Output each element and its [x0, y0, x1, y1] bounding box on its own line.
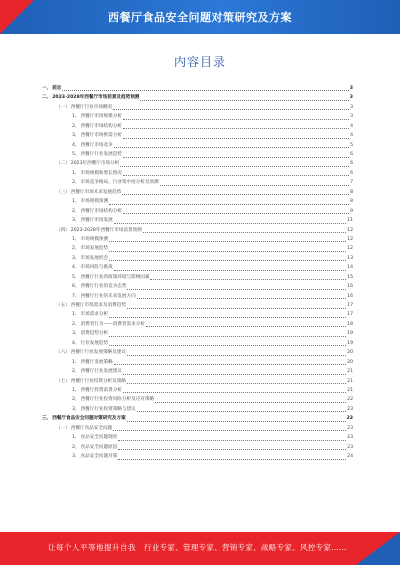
footer-corner-decoration: [356, 532, 400, 565]
toc-entry[interactable]: [42, 358, 353, 367]
toc-leader-dots: [123, 212, 349, 214]
toc-entry-title: 市场风险与挑战: [80, 265, 113, 271]
toc-entry-page: 23: [347, 406, 353, 412]
toc-entry-title: 西餐厅投资前景分析: [80, 387, 122, 393]
toc-entry[interactable]: [42, 207, 353, 216]
toc-entry-page: 23: [347, 435, 353, 441]
toc-entry[interactable]: [42, 377, 353, 386]
toc-entry[interactable]: [42, 348, 353, 357]
toc-entry-title: 西餐厅发展策略: [80, 359, 113, 365]
toc-entry[interactable]: [42, 178, 353, 187]
toc-entry[interactable]: [42, 141, 353, 150]
toc-entry-title: 西餐厅市场供需分析: [80, 133, 122, 139]
toc-leader-dots: [123, 118, 349, 120]
toc-entry-page: 21: [347, 387, 353, 393]
toc-leader-dots: [109, 316, 346, 318]
toc-entry-title: 食品安全问题现状: [80, 435, 118, 441]
toc-entry-title: 食品安全问题原因: [80, 444, 118, 450]
toc-entry-title: 市场规模预测: [80, 199, 109, 205]
toc-entry-page: 4: [350, 123, 353, 129]
toc-leader-dots: [143, 231, 346, 233]
toc-entry[interactable]: [42, 160, 353, 169]
toc-leader-dots: [123, 373, 346, 375]
toc-entry-number: 1、: [72, 199, 80, 205]
toc-entry-page: 12: [347, 246, 353, 252]
toc-entry-number: （一）: [56, 104, 70, 110]
toc-leader-dots: [123, 127, 349, 129]
toc-entry-number: 4、: [72, 340, 80, 346]
toc-entry[interactable]: [42, 169, 353, 178]
toc-entry-number: 2、: [72, 246, 80, 252]
toc-entry-title: 市场发展机会: [80, 255, 109, 261]
toc-leader-dots: [127, 354, 346, 356]
toc-leader-dots: [160, 184, 349, 186]
toc-entry-number: （三）: [56, 189, 70, 195]
toc-entry-number: 3、: [72, 218, 80, 224]
toc-entry-number: 3、: [72, 406, 80, 412]
toc-entry-number: 1、: [72, 387, 80, 393]
toc-entry-number: 二、: [42, 95, 52, 101]
toc-entry-number: 7、: [72, 293, 80, 299]
toc-entry-number: 6、: [72, 284, 80, 290]
toc-entry-page: 16: [347, 293, 353, 299]
toc-entry-page: 7: [350, 180, 353, 186]
toc-entry-title: 西餐厅行业发展建议: [80, 369, 122, 375]
toc-leader-dots: [120, 165, 349, 167]
toc-entry-page: 17: [347, 312, 353, 318]
toc-leader-dots: [140, 99, 348, 101]
toc-entry-number: 3、: [72, 255, 80, 261]
toc-entry-title: 市场发展趋势: [80, 246, 109, 252]
toc-entry-number: 2、: [72, 321, 80, 327]
toc-entry-number: 5、: [72, 274, 80, 280]
toc-entry-title: 西餐厅行业投资策略与建议: [80, 406, 136, 412]
toc-leader-dots: [127, 382, 346, 384]
toc-leader-dots: [118, 448, 346, 450]
toc-entry[interactable]: [42, 112, 353, 121]
toc-leader-dots: [122, 193, 349, 195]
toc-entry-title: 行业发展趋势: [80, 340, 109, 346]
toc-entry-page: 23: [346, 416, 353, 422]
toc-leader-dots: [150, 278, 346, 280]
toc-entry-title: 西餐厅市场结构分析: [80, 208, 122, 214]
toc-entry-page: 13: [347, 255, 353, 261]
toc-entry-number: 3、: [72, 331, 80, 337]
toc-leader-dots: [109, 240, 346, 242]
toc-leader-dots: [109, 335, 346, 337]
toc-entry-title: 西餐厅行业发展趋势: [80, 152, 122, 158]
toc-entry-title: 西餐厅市场未来发展趋势: [70, 189, 122, 195]
toc-entry-page: 6: [350, 170, 353, 176]
toc-entry-number: （六）: [56, 350, 70, 356]
toc-entry-title: 西餐厅市场规模分析: [80, 114, 122, 120]
header-band: [0, 0, 400, 34]
toc-leader-dots: [155, 401, 346, 403]
toc-entry-title: 西餐厅市场需求及消费趋势: [70, 303, 126, 309]
toc-entry[interactable]: [42, 414, 353, 423]
toc-entry-number: 4、: [72, 142, 80, 148]
toc-leader-dots: [118, 439, 346, 441]
toc-entry[interactable]: [42, 395, 353, 404]
toc-entry-title: 消费趋势分析: [80, 331, 109, 337]
toc-entry[interactable]: [42, 216, 353, 225]
toc-entry-title: 西餐厅食品安全问题: [70, 425, 113, 431]
toc-entry-number: （二）: [56, 161, 70, 167]
toc-entry[interactable]: [42, 263, 353, 272]
toc-entry-number: （五）: [56, 303, 70, 309]
footer-experts: 行业专家、管理专家、营销专家、战略专家、风控专家……: [144, 543, 347, 552]
toc-entry-page: 8: [350, 189, 353, 195]
toc-leader-dots: [114, 146, 349, 148]
toc-entry-number: 2、: [72, 397, 80, 403]
toc-entry[interactable]: [42, 254, 353, 263]
toc-entry-page: 21: [347, 369, 353, 375]
toc-leader-dots: [123, 174, 349, 176]
toc-entry[interactable]: [42, 188, 353, 197]
toc-entry-number: 三、: [42, 416, 52, 422]
toc-entry-number: 1、: [72, 435, 80, 441]
toc-entry[interactable]: [42, 329, 353, 338]
toc-entry-title: 西餐厅食品安全问题对策研究及方案: [52, 416, 126, 422]
toc-leader-dots: [137, 410, 346, 412]
toc-entry-title: 西餐厅市场结构分析: [80, 123, 122, 129]
document-title: 西餐厅食品安全问题对策研究及方案: [108, 11, 292, 24]
toc-entry[interactable]: [42, 197, 353, 206]
toc-entry-number: 1、: [72, 114, 80, 120]
toc-entry-page: 5: [350, 142, 353, 148]
toc-entry-title: 市场规模和增长情况: [80, 170, 122, 176]
toc-entry-page: 23: [347, 425, 353, 431]
toc-entry-title: 市场竞争格局、行业集中度分析及预测: [80, 180, 159, 186]
toc-entry-title: 市场规模预测: [80, 236, 109, 242]
toc-entry-page: 21: [347, 378, 353, 384]
toc-entry-page: 11: [347, 218, 353, 224]
toc-entry[interactable]: [42, 424, 353, 433]
toc-entry[interactable]: [42, 273, 353, 282]
toc-leader-dots: [137, 297, 346, 299]
toc-entry-number: 1、: [72, 312, 80, 318]
toc-entry-number: 5、: [72, 152, 80, 158]
toc-entry-page: 17: [347, 303, 353, 309]
toc-entry-page: 12: [347, 236, 353, 242]
toc-entry[interactable]: [42, 122, 353, 131]
toc-entry-page: 8: [350, 199, 353, 205]
toc-entry-number: （一）: [56, 425, 70, 431]
toc-entry[interactable]: [42, 433, 353, 442]
toc-entry-number: 1、: [72, 359, 80, 365]
toc-entry-number: 4、: [72, 265, 80, 271]
toc-entry-page: 3: [349, 85, 353, 91]
toc-entry[interactable]: [42, 226, 353, 235]
toc-entry-title: 西餐厅行业发展策略及建议: [70, 350, 126, 356]
toc-entry[interactable]: [42, 339, 353, 348]
toc-entry-title: 2023年西餐厅市场分析: [70, 161, 120, 167]
toc-entry-page: 20: [347, 359, 353, 365]
toc-entry[interactable]: [42, 244, 353, 253]
toc-entry[interactable]: [42, 311, 353, 320]
toc-entry-number: 1、: [72, 236, 80, 242]
toc-leader-dots: [109, 344, 346, 346]
footer-band: [0, 532, 400, 565]
toc-entry-number: 3、: [72, 133, 80, 139]
toc-leader-dots: [109, 250, 346, 252]
toc-leader-dots: [146, 325, 346, 327]
toc-entry[interactable]: [42, 367, 353, 376]
toc-entry-page: 14: [347, 265, 353, 271]
toc-leader-dots: [113, 429, 346, 431]
toc-leader-dots: [114, 269, 346, 271]
toc-entry-page: 20: [347, 350, 353, 356]
toc-entry-number: 2、: [72, 208, 80, 214]
toc-entry-page: 19: [347, 331, 353, 337]
toc-entry-number: 一、: [42, 85, 52, 91]
toc-leader-dots: [113, 108, 349, 110]
toc-leader-dots: [62, 89, 348, 91]
footer-slogan: 让每个人平等地提升自我: [48, 543, 136, 552]
toc-leader-dots: [127, 288, 346, 290]
toc-entry-title: 西餐厅行业市场概况: [70, 104, 113, 110]
toc-entry-page: 22: [347, 397, 353, 403]
toc-entry-number: （七）: [56, 378, 70, 384]
toc-entry-number: 2、: [72, 123, 80, 129]
toc-entry-page: 3: [349, 95, 353, 101]
toc-leader-dots: [118, 458, 346, 460]
toc-entry[interactable]: [42, 292, 353, 301]
toc-entry-title: 2023-2028年西餐厅市场前景预测: [70, 227, 142, 233]
toc-entry[interactable]: [42, 320, 353, 329]
toc-entry-number: 2、: [72, 369, 80, 375]
toc-entry-page: 24: [347, 454, 353, 460]
toc-leader-dots: [127, 420, 346, 422]
toc-leader-dots: [114, 363, 346, 365]
toc-leader-dots: [114, 222, 346, 224]
toc-leader-dots: [123, 391, 346, 393]
toc-entry-number: 2、: [72, 180, 80, 186]
toc-entry-page: 19: [347, 340, 353, 346]
toc-entry-title: 消费者行为——消费者需求分析: [80, 321, 145, 327]
toc-entry[interactable]: [42, 150, 353, 159]
toc-entry-number: 1、: [72, 170, 80, 176]
toc-leader-dots: [109, 203, 349, 205]
toc-entry-title: 西餐厅行业的政策环境与影响因素: [80, 274, 150, 280]
toc-leader-dots: [123, 156, 349, 158]
toc-entry-number: （四）: [56, 227, 70, 233]
toc-entry-page: 4: [350, 133, 353, 139]
toc-entry[interactable]: [42, 443, 353, 452]
toc-entry[interactable]: [42, 405, 353, 414]
table-of-contents: [42, 84, 353, 462]
toc-entry-title: 食品安全问题对策: [80, 454, 118, 460]
toc-entry[interactable]: [42, 93, 353, 102]
toc-entry[interactable]: [42, 452, 353, 461]
toc-entry-title: 西餐厅行业的竞争态势: [80, 284, 127, 290]
toc-entry-number: 3、: [72, 454, 80, 460]
toc-entry[interactable]: [42, 282, 353, 291]
toc-entry-page: 6: [350, 152, 353, 158]
toc-entry[interactable]: [42, 131, 353, 140]
toc-entry-title: 西餐厅行业的未来发展方向: [80, 293, 136, 299]
toc-entry-page: 15: [347, 274, 353, 280]
toc-entry-title: 前言: [52, 85, 62, 91]
toc-entry[interactable]: [42, 84, 353, 93]
toc-entry-page: 23: [347, 444, 353, 450]
toc-entry-page: 16: [347, 284, 353, 290]
toc-entry-title: 西餐厅市场发展: [80, 218, 113, 224]
toc-entry[interactable]: [42, 103, 353, 112]
toc-entry-page: 18: [347, 321, 353, 327]
toc-leader-dots: [127, 307, 346, 309]
toc-entry-title: 市场需求分析: [80, 312, 109, 318]
toc-entry-page: 3: [350, 114, 353, 120]
toc-entry-page: 3: [350, 104, 353, 110]
toc-leader-dots: [109, 259, 346, 261]
toc-entry-title: 西餐厅行业投资分析及策略: [70, 378, 126, 384]
toc-entry-number: 2、: [72, 444, 80, 450]
toc-entry-page: 12: [347, 227, 353, 233]
toc-entry-page: 9: [350, 208, 353, 214]
toc-entry-title: 西餐厅市场竞争: [80, 142, 113, 148]
toc-entry[interactable]: [42, 386, 353, 395]
toc-leader-dots: [123, 137, 349, 139]
toc-entry[interactable]: [42, 235, 353, 244]
toc-entry-title: 2023-2028年西餐厅市场前景及趋势预测: [52, 95, 140, 101]
toc-heading: 内容目录: [173, 55, 226, 69]
toc-entry-title: 西餐厅行业投资风险分析及应对策略: [80, 397, 155, 403]
toc-entry-page: 6: [350, 161, 353, 167]
toc-entry[interactable]: [42, 301, 353, 310]
